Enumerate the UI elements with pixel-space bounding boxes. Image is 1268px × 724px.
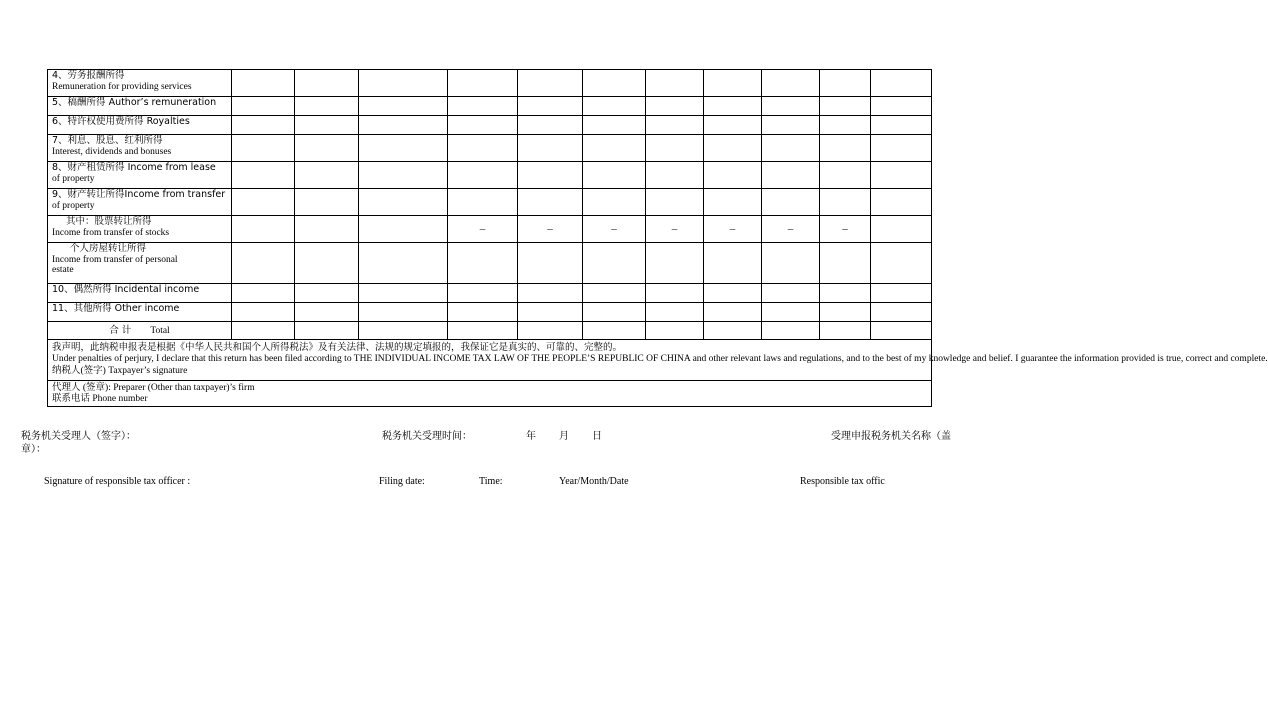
income-row: [48, 70, 932, 97]
officer-signature-en: Signature of responsible tax officer :: [44, 476, 191, 487]
income-cell[interactable]: [518, 189, 583, 216]
income-cell[interactable]: [583, 284, 646, 303]
income-cell[interactable]: [762, 284, 820, 303]
income-row-label: [48, 216, 232, 243]
income-cell[interactable]: [518, 284, 583, 303]
income-cell[interactable]: [820, 70, 871, 97]
total-cell[interactable]: [762, 322, 820, 340]
income-cell[interactable]: [871, 70, 932, 97]
declaration-cn: 我声明，此纳税申报表是根据《中华人民共和国个人所得税法》及有关法律、法规的规定填报的，我保证它是真实的、可靠的、完整的。: [52, 342, 623, 353]
income-cell[interactable]: [232, 189, 295, 216]
income-row: [48, 284, 932, 303]
income-cell[interactable]: [295, 116, 359, 135]
income-cell[interactable]: [518, 135, 583, 162]
income-cell[interactable]: [359, 189, 448, 216]
income-cell[interactable]: [871, 135, 932, 162]
income-cell[interactable]: [359, 70, 448, 97]
income-cell[interactable]: [232, 216, 295, 243]
total-cell[interactable]: [646, 322, 704, 340]
declaration-row: [48, 340, 932, 381]
income-type-en: Income from transfer of personal: [52, 255, 178, 265]
income-cell[interactable]: [295, 284, 359, 303]
income-tax-form-table: [47, 69, 1268, 407]
income-cell[interactable]: [359, 243, 448, 284]
phone-number[interactable]: 联系电话 Phone number: [52, 394, 148, 404]
income-cell[interactable]: [583, 303, 646, 322]
income-cell[interactable]: [646, 243, 704, 284]
income-cell[interactable]: [359, 216, 448, 243]
income-cell[interactable]: [295, 70, 359, 97]
income-row-label: [48, 303, 232, 322]
income-cell[interactable]: [518, 162, 583, 189]
income-cell[interactable]: [820, 116, 871, 135]
income-cell[interactable]: [704, 162, 762, 189]
income-type-en: Interest, dividends and bonuses: [52, 147, 172, 157]
income-cell[interactable]: [646, 135, 704, 162]
income-cell[interactable]: [583, 189, 646, 216]
income-row-label: [48, 243, 232, 284]
income-cell[interactable]: [448, 162, 518, 189]
income-cell[interactable]: [871, 243, 932, 284]
income-cell[interactable]: [448, 116, 518, 135]
total-label: 合 计 Total: [48, 322, 232, 340]
income-cell[interactable]: [820, 162, 871, 189]
income-cell[interactable]: [871, 216, 932, 243]
income-cell[interactable]: [762, 97, 820, 116]
year-cn: 年: [526, 431, 536, 442]
income-cell[interactable]: [518, 116, 583, 135]
income-cell[interactable]: [518, 303, 583, 322]
income-cell[interactable]: [762, 303, 820, 322]
income-cell[interactable]: [583, 70, 646, 97]
declaration-en: Under penalties of perjury, I declare that this return has been filed according to THE INDIVIDUAL INCOME TAX LAW OF THE PEOPLE’S REPUBLIC OF CHINA and other relevant laws and regulations, and to the best of my knowledge and belief. I guarantee the information provided is true, correct and complete.: [52, 354, 1268, 364]
income-cell[interactable]: [871, 116, 932, 135]
income-type-en: estate: [52, 265, 74, 275]
income-type-cn: 4、劳务报酬所得: [52, 70, 125, 81]
total-cell[interactable]: [448, 322, 518, 340]
income-cell[interactable]: [295, 189, 359, 216]
income-cell[interactable]: [359, 162, 448, 189]
income-type-cn: 8、财产租赁所得 Income from lease: [52, 162, 216, 173]
income-cell[interactable]: [359, 284, 448, 303]
income-cell[interactable]: [448, 135, 518, 162]
not-applicable-dash: –: [820, 216, 871, 243]
income-cell[interactable]: [704, 243, 762, 284]
income-row-label: [48, 189, 232, 216]
income-cell[interactable]: [871, 284, 932, 303]
income-cell[interactable]: [646, 189, 704, 216]
income-cell[interactable]: [762, 162, 820, 189]
income-row: [48, 189, 932, 216]
total-row: [48, 322, 932, 340]
total-cell[interactable]: [704, 322, 762, 340]
income-cell[interactable]: [583, 243, 646, 284]
income-row-label: [48, 70, 232, 97]
income-cell[interactable]: [232, 243, 295, 284]
income-cell[interactable]: [871, 189, 932, 216]
tax-office-cn: 受理申报税务机关名称（盖: [831, 431, 951, 442]
income-row: [48, 216, 932, 243]
income-cell[interactable]: [762, 116, 820, 135]
income-type-cn: 6、特许权使用费所得 Royalties: [52, 116, 190, 127]
income-cell[interactable]: [518, 243, 583, 284]
income-cell[interactable]: [871, 97, 932, 116]
income-cell[interactable]: [232, 303, 295, 322]
income-row: [48, 97, 932, 116]
income-type-cn: 10、偶然所得 Incidental income: [52, 284, 200, 295]
total-cell[interactable]: [295, 322, 359, 340]
income-type-cn: 5、稿酬所得 Author’s remuneration: [52, 97, 217, 108]
income-cell[interactable]: [704, 70, 762, 97]
income-cell[interactable]: [871, 162, 932, 189]
income-cell[interactable]: [820, 97, 871, 116]
total-cell[interactable]: [871, 322, 932, 340]
income-type-en: Remuneration for providing services: [52, 82, 192, 92]
income-cell[interactable]: [704, 284, 762, 303]
income-row: [48, 303, 932, 322]
income-row: [48, 243, 932, 284]
income-cell[interactable]: [448, 189, 518, 216]
income-cell[interactable]: [518, 70, 583, 97]
income-cell[interactable]: [646, 70, 704, 97]
income-row-label: [48, 284, 232, 303]
income-cell[interactable]: [295, 97, 359, 116]
filing-date-en: Filing date:: [379, 476, 425, 487]
income-cell[interactable]: [646, 284, 704, 303]
income-cell[interactable]: [704, 303, 762, 322]
income-cell[interactable]: [232, 70, 295, 97]
income-cell[interactable]: [704, 116, 762, 135]
income-cell[interactable]: [232, 97, 295, 116]
year-month-date-en: Year/Month/Date: [559, 476, 629, 487]
filing-time-cn: 税务机关受理时间：: [382, 431, 472, 442]
day-cn: 日: [592, 431, 602, 442]
income-row-label: [48, 116, 232, 135]
income-row-label: [48, 162, 232, 189]
total-cell[interactable]: [359, 322, 448, 340]
income-type-cn: 其中：股票转让所得: [66, 216, 152, 227]
income-cell[interactable]: [762, 135, 820, 162]
income-cell[interactable]: [232, 116, 295, 135]
income-row-label: [48, 97, 232, 116]
income-cell[interactable]: [704, 189, 762, 216]
income-cell[interactable]: [646, 162, 704, 189]
month-cn: 月: [559, 431, 569, 442]
income-cell[interactable]: [583, 135, 646, 162]
income-row: [48, 135, 932, 162]
income-cell[interactable]: [583, 116, 646, 135]
tax-office-en: Responsible tax offic: [800, 476, 885, 487]
income-cell[interactable]: [820, 303, 871, 322]
income-cell[interactable]: [704, 97, 762, 116]
income-row: [48, 162, 932, 189]
officer-signature-cn: 税务机关受理人（签字）：: [21, 431, 136, 442]
income-type-en: of property: [52, 174, 95, 184]
income-cell[interactable]: [448, 284, 518, 303]
income-cell[interactable]: [295, 162, 359, 189]
income-cell[interactable]: [762, 243, 820, 284]
income-cell[interactable]: [232, 284, 295, 303]
income-cell[interactable]: [583, 162, 646, 189]
income-cell[interactable]: [448, 303, 518, 322]
income-cell[interactable]: [448, 70, 518, 97]
total-cell[interactable]: [518, 322, 583, 340]
income-cell[interactable]: [295, 216, 359, 243]
income-type-en: Income from transfer of stocks: [52, 228, 170, 238]
income-cell[interactable]: [295, 243, 359, 284]
preparer-firm[interactable]: 代理人 (签章): Preparer (Other than taxpayer)’s firm: [52, 383, 255, 393]
income-type-cn: 7、利息、股息、红利所得: [52, 135, 163, 146]
income-cell[interactable]: [232, 135, 295, 162]
not-applicable-dash: –: [762, 216, 820, 243]
income-cell[interactable]: [518, 97, 583, 116]
income-cell[interactable]: [762, 189, 820, 216]
total-cell[interactable]: [583, 322, 646, 340]
income-cell[interactable]: [646, 303, 704, 322]
income-cell[interactable]: [762, 70, 820, 97]
income-cell[interactable]: [359, 303, 448, 322]
total-cell[interactable]: [232, 322, 295, 340]
preparer-row: [48, 381, 932, 407]
total-cell[interactable]: [820, 322, 871, 340]
income-cell[interactable]: [295, 135, 359, 162]
income-row: [48, 116, 932, 135]
income-cell[interactable]: [820, 135, 871, 162]
not-applicable-dash: –: [646, 216, 704, 243]
income-cell[interactable]: [448, 97, 518, 116]
income-type-cn: 11、其他所得 Other income: [52, 303, 180, 314]
not-applicable-dash: –: [518, 216, 583, 243]
income-cell[interactable]: [820, 284, 871, 303]
income-cell[interactable]: [820, 243, 871, 284]
income-cell[interactable]: [583, 97, 646, 116]
income-cell[interactable]: [704, 135, 762, 162]
income-cell[interactable]: [871, 303, 932, 322]
officer-signature-cn-wrap: 章）：: [21, 444, 46, 455]
income-cell[interactable]: [359, 97, 448, 116]
income-type-en: of property: [52, 201, 95, 211]
time-en: Time:: [479, 476, 503, 487]
taxpayer-signature[interactable]: 纳税人(签字) Taxpayer’s signature: [52, 366, 188, 376]
income-cell[interactable]: [646, 116, 704, 135]
income-cell[interactable]: [232, 162, 295, 189]
income-row-label: [48, 135, 232, 162]
income-cell[interactable]: [448, 243, 518, 284]
not-applicable-dash: –: [583, 216, 646, 243]
income-cell[interactable]: [820, 189, 871, 216]
income-cell[interactable]: [646, 97, 704, 116]
income-cell[interactable]: [295, 303, 359, 322]
income-cell[interactable]: [359, 116, 448, 135]
not-applicable-dash: –: [448, 216, 518, 243]
income-type-cn: 9、财产转让所得Income from transfer: [52, 189, 226, 200]
income-cell[interactable]: [359, 135, 448, 162]
not-applicable-dash: –: [704, 216, 762, 243]
income-type-cn: 个人房屋转让所得: [70, 243, 147, 254]
